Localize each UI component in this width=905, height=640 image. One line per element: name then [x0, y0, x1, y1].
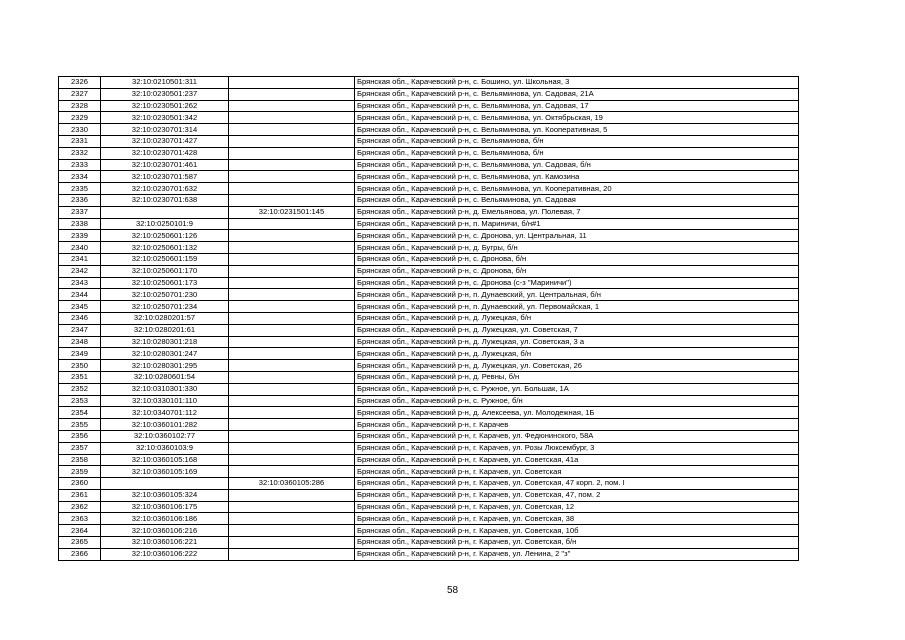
table-row: [59, 312, 799, 324]
row-number-cell: 2366: [59, 548, 101, 560]
table-row: [59, 277, 799, 289]
row-number-cell: 2326: [59, 77, 101, 89]
table-row: [59, 324, 799, 336]
row-number-cell: 2348: [59, 336, 101, 348]
row-number-cell: 2364: [59, 525, 101, 537]
row-number-cell: 2360: [59, 478, 101, 490]
row-number-cell: 2333: [59, 159, 101, 171]
cadastral-number-cell: 32:10:0360106:186: [101, 513, 229, 525]
table-row: [59, 301, 799, 313]
row-number-cell: 2345: [59, 301, 101, 313]
address-cell: Брянская обл., Карачевский р-н, д. Лужецкая, ул. Советская, 7: [355, 324, 799, 336]
table-row: [59, 135, 799, 147]
cadastral-number-cell: 32:10:0280301:247: [101, 348, 229, 360]
table-row: [59, 336, 799, 348]
table-row: [59, 525, 799, 537]
address-cell: Брянская обл., Карачевский р-н, г. Карачев, ул. Ленина, 2 "з": [355, 548, 799, 560]
related-cadastral-number-cell: [229, 135, 355, 147]
row-number-cell: 2330: [59, 124, 101, 136]
row-number-cell: 2342: [59, 265, 101, 277]
address-cell: Брянская обл., Карачевский р-н, г. Карачев, ул. Советская, 12: [355, 501, 799, 513]
row-number-cell: 2356: [59, 430, 101, 442]
row-number-cell: 2357: [59, 442, 101, 454]
table-row: [59, 77, 799, 89]
cadastral-number-cell: 32:10:0250601:132: [101, 242, 229, 254]
cadastral-number-cell: 32:10:0310301:330: [101, 383, 229, 395]
address-cell: Брянская обл., Карачевский р-н, д. Лужецкая, ул. Советская, 3 а: [355, 336, 799, 348]
related-cadastral-number-cell: [229, 360, 355, 372]
address-cell: Брянская обл., Карачевский р-н, г. Карачев, ул. Федюнинского, 58А: [355, 430, 799, 442]
related-cadastral-number-cell: 32:10:0360105:286: [229, 478, 355, 490]
address-cell: Брянская обл., Карачевский р-н, с. Ружное, б/н: [355, 395, 799, 407]
table-row: [59, 88, 799, 100]
address-cell: Брянская обл., Карачевский р-н, с. Вельяминова, ул. Октябрьская, 19: [355, 112, 799, 124]
address-cell: Брянская обл., Карачевский р-н, с. Вельяминова, ул. Садовая, 17: [355, 100, 799, 112]
row-number-cell: 2347: [59, 324, 101, 336]
row-number-cell: 2349: [59, 348, 101, 360]
table-row: [59, 183, 799, 195]
related-cadastral-number-cell: [229, 77, 355, 89]
address-cell: Брянская обл., Карачевский р-н, с. Вельяминова, ул. Садовая: [355, 194, 799, 206]
table-row: [59, 478, 799, 490]
related-cadastral-number-cell: [229, 419, 355, 431]
table-row: [59, 501, 799, 513]
row-number-cell: 2343: [59, 277, 101, 289]
row-number-cell: 2352: [59, 383, 101, 395]
address-cell: Брянская обл., Карачевский р-н, с. Вельяминова, ул. Садовая, 21А: [355, 88, 799, 100]
table-row: [59, 159, 799, 171]
table-row: [59, 537, 799, 549]
cadastral-number-cell: 32:10:0280201:57: [101, 312, 229, 324]
related-cadastral-number-cell: [229, 395, 355, 407]
cadastral-number-cell: 32:10:0250601:173: [101, 277, 229, 289]
row-number-cell: 2328: [59, 100, 101, 112]
related-cadastral-number-cell: [229, 194, 355, 206]
table-row: [59, 206, 799, 218]
row-number-cell: 2355: [59, 419, 101, 431]
cadastral-number-cell: 32:10:0230701:314: [101, 124, 229, 136]
address-cell: Брянская обл., Карачевский р-н, г. Карачев, ул. Советская, 47, пом. 2: [355, 489, 799, 501]
row-number-cell: 2361: [59, 489, 101, 501]
table-row: [59, 383, 799, 395]
cadastral-number-cell: 32:10:0360105:168: [101, 454, 229, 466]
cadastral-number-cell: 32:10:0280201:61: [101, 324, 229, 336]
row-number-cell: 2338: [59, 218, 101, 230]
cadastral-number-cell: 32:10:0230701:638: [101, 194, 229, 206]
cadastral-number-cell: 32:10:0250601:159: [101, 253, 229, 265]
row-number-cell: 2340: [59, 242, 101, 254]
cadastral-number-cell: 32:10:0360106:222: [101, 548, 229, 560]
cadastral-number-cell: 32:10:0230701:632: [101, 183, 229, 195]
related-cadastral-number-cell: [229, 454, 355, 466]
cadastral-number-cell: 32:10:0230701:461: [101, 159, 229, 171]
row-number-cell: 2336: [59, 194, 101, 206]
cadastral-number-cell: 32:10:0210501:311: [101, 77, 229, 89]
address-cell: Брянская обл., Карачевский р-н, с. Бошино, ул. Школьная, 3: [355, 77, 799, 89]
cadastral-number-cell: 32:10:0360106:221: [101, 537, 229, 549]
row-number-cell: 2334: [59, 171, 101, 183]
address-cell: Брянская обл., Карачевский р-н, с. Вельяминова, б/н: [355, 135, 799, 147]
address-cell: Брянская обл., Карачевский р-н, д. Алексеева, ул. Молодежная, 1Б: [355, 407, 799, 419]
cadastral-number-cell: 32:10:0230701:587: [101, 171, 229, 183]
cadastral-number-cell: 32:10:0330101:110: [101, 395, 229, 407]
related-cadastral-number-cell: [229, 312, 355, 324]
page-number: 58: [446, 585, 459, 596]
related-cadastral-number-cell: [229, 253, 355, 265]
address-cell: Брянская обл., Карачевский р-н, д. Лужецкая, ул. Советская, 26: [355, 360, 799, 372]
row-number-cell: 2365: [59, 537, 101, 549]
address-cell: Брянская обл., Карачевский р-н, г. Карачев, ул. Советская, 10б: [355, 525, 799, 537]
address-cell: Брянская обл., Карачевский р-н, п. Мариничи, б/н#1: [355, 218, 799, 230]
related-cadastral-number-cell: [229, 218, 355, 230]
registry-table-body: [59, 77, 799, 561]
cadastral-number-cell: 32:10:0230501:262: [101, 100, 229, 112]
row-number-cell: 2359: [59, 466, 101, 478]
related-cadastral-number-cell: [229, 430, 355, 442]
row-number-cell: 2332: [59, 147, 101, 159]
related-cadastral-number-cell: [229, 501, 355, 513]
address-cell: Брянская обл., Карачевский р-н, с. Вельяминова, ул. Кооперативная, 5: [355, 124, 799, 136]
table-row: [59, 100, 799, 112]
related-cadastral-number-cell: [229, 265, 355, 277]
related-cadastral-number-cell: [229, 301, 355, 313]
table-row: [59, 454, 799, 466]
address-cell: Брянская обл., Карачевский р-н, г. Карачев, ул. Советская, 38: [355, 513, 799, 525]
cadastral-number-cell: 32:10:0360103:9: [101, 442, 229, 454]
cadastral-number-cell: 32:10:0250101:9: [101, 218, 229, 230]
cadastral-number-cell: [101, 478, 229, 490]
row-number-cell: 2353: [59, 395, 101, 407]
cadastral-number-cell: 32:10:0250701:230: [101, 289, 229, 301]
cadastral-number-cell: 32:10:0360101:282: [101, 419, 229, 431]
cadastral-number-cell: 32:10:0360106:216: [101, 525, 229, 537]
address-cell: Брянская обл., Карачевский р-н, с. Вельяминова, ул. Камозина: [355, 171, 799, 183]
table-row: [59, 419, 799, 431]
cadastral-number-cell: 32:10:0360102:77: [101, 430, 229, 442]
cadastral-number-cell: 32:10:0230701:427: [101, 135, 229, 147]
address-cell: Брянская обл., Карачевский р-н, с. Вельяминова, ул. Кооперативная, 20: [355, 183, 799, 195]
row-number-cell: 2331: [59, 135, 101, 147]
table-row: [59, 171, 799, 183]
related-cadastral-number-cell: [229, 289, 355, 301]
address-cell: Брянская обл., Карачевский р-н, д. Лужецкая, б/н: [355, 348, 799, 360]
address-cell: Брянская обл., Карачевский р-н, с. Дронова (с-з "Мариничи"): [355, 277, 799, 289]
related-cadastral-number-cell: [229, 112, 355, 124]
row-number-cell: 2335: [59, 183, 101, 195]
row-number-cell: 2327: [59, 88, 101, 100]
address-cell: Брянская обл., Карачевский р-н, г. Карачев, ул. Советская, 47 корп. 2, пом. I: [355, 478, 799, 490]
table-row: [59, 289, 799, 301]
cadastral-number-cell: 32:10:0360105:169: [101, 466, 229, 478]
related-cadastral-number-cell: [229, 525, 355, 537]
cadastral-number-cell: 32:10:0250601:126: [101, 230, 229, 242]
address-cell: Брянская обл., Карачевский р-н, д. Ревны, б/н: [355, 371, 799, 383]
related-cadastral-number-cell: [229, 88, 355, 100]
table-row: [59, 430, 799, 442]
table-row: [59, 265, 799, 277]
address-cell: Брянская обл., Карачевский р-н, д. Бугры, б/н: [355, 242, 799, 254]
related-cadastral-number-cell: [229, 324, 355, 336]
row-number-cell: 2351: [59, 371, 101, 383]
address-cell: Брянская обл., Карачевский р-н, п. Дунаевский, ул. Первомайская, 1: [355, 301, 799, 313]
related-cadastral-number-cell: [229, 407, 355, 419]
row-number-cell: 2363: [59, 513, 101, 525]
related-cadastral-number-cell: [229, 277, 355, 289]
address-cell: Брянская обл., Карачевский р-н, г. Карачев, ул. Розы Люксембург, 3: [355, 442, 799, 454]
cadastral-number-cell: 32:10:0280301:295: [101, 360, 229, 372]
related-cadastral-number-cell: [229, 171, 355, 183]
address-cell: Брянская обл., Карачевский р-н, с. Ружное, ул. Большак, 1А: [355, 383, 799, 395]
cadastral-number-cell: 32:10:0230501:342: [101, 112, 229, 124]
table-row: [59, 489, 799, 501]
address-cell: Брянская обл., Карачевский р-н, г. Карачев, ул. Советская, б/н: [355, 537, 799, 549]
address-cell: Брянская обл., Карачевский р-н, с. Вельяминова, ул. Садовая, б/н: [355, 159, 799, 171]
related-cadastral-number-cell: [229, 489, 355, 501]
related-cadastral-number-cell: [229, 548, 355, 560]
related-cadastral-number-cell: [229, 383, 355, 395]
table-row: [59, 348, 799, 360]
table-row: [59, 218, 799, 230]
table-row: [59, 548, 799, 560]
related-cadastral-number-cell: [229, 124, 355, 136]
table-row: [59, 112, 799, 124]
table-row: [59, 466, 799, 478]
address-cell: Брянская обл., Карачевский р-н, с. Дронова, б/н: [355, 253, 799, 265]
cadastral-number-cell: 32:10:0280601:54: [101, 371, 229, 383]
table-row: [59, 242, 799, 254]
table-row: [59, 360, 799, 372]
related-cadastral-number-cell: [229, 537, 355, 549]
cadastral-number-cell: 32:10:0230701:428: [101, 147, 229, 159]
row-number-cell: 2350: [59, 360, 101, 372]
row-number-cell: 2329: [59, 112, 101, 124]
cadastral-number-cell: 32:10:0280301:218: [101, 336, 229, 348]
row-number-cell: 2346: [59, 312, 101, 324]
related-cadastral-number-cell: [229, 159, 355, 171]
address-cell: Брянская обл., Карачевский р-н, д. Емельянова, ул. Полевая, 7: [355, 206, 799, 218]
address-cell: Брянская обл., Карачевский р-н, с. Вельяминова, б/н: [355, 147, 799, 159]
row-number-cell: 2339: [59, 230, 101, 242]
cadastral-number-cell: 32:10:0360105:324: [101, 489, 229, 501]
table-row: [59, 407, 799, 419]
row-number-cell: 2362: [59, 501, 101, 513]
related-cadastral-number-cell: 32:10:0231501:145: [229, 206, 355, 218]
table-row: [59, 194, 799, 206]
table-row: [59, 371, 799, 383]
address-cell: Брянская обл., Карачевский р-н, г. Карачев, ул. Советская, 41а: [355, 454, 799, 466]
table-row: [59, 253, 799, 265]
table-row: [59, 395, 799, 407]
related-cadastral-number-cell: [229, 513, 355, 525]
cadastral-number-cell: 32:10:0250601:170: [101, 265, 229, 277]
address-cell: Брянская обл., Карачевский р-н, п. Дунаевский, ул. Центральная, б/н: [355, 289, 799, 301]
row-number-cell: 2344: [59, 289, 101, 301]
row-number-cell: 2358: [59, 454, 101, 466]
address-cell: Брянская обл., Карачевский р-н, д. Лужецкая, б/н: [355, 312, 799, 324]
row-number-cell: 2354: [59, 407, 101, 419]
cadastral-number-cell: 32:10:0360106:175: [101, 501, 229, 513]
address-cell: Брянская обл., Карачевский р-н, с. Дронова, б/н: [355, 265, 799, 277]
related-cadastral-number-cell: [229, 371, 355, 383]
row-number-cell: 2341: [59, 253, 101, 265]
related-cadastral-number-cell: [229, 336, 355, 348]
table-row: [59, 124, 799, 136]
related-cadastral-number-cell: [229, 147, 355, 159]
cadastral-number-cell: 32:10:0340701:112: [101, 407, 229, 419]
registry-table: [58, 76, 799, 561]
address-cell: Брянская обл., Карачевский р-н, с. Дронова, ул. Центральная, 11: [355, 230, 799, 242]
table-row: [59, 513, 799, 525]
related-cadastral-number-cell: [229, 230, 355, 242]
table-row: [59, 147, 799, 159]
cadastral-number-cell: [101, 206, 229, 218]
cadastral-number-cell: 32:10:0250701:234: [101, 301, 229, 313]
related-cadastral-number-cell: [229, 466, 355, 478]
related-cadastral-number-cell: [229, 442, 355, 454]
cadastral-number-cell: 32:10:0230501:237: [101, 88, 229, 100]
related-cadastral-number-cell: [229, 348, 355, 360]
related-cadastral-number-cell: [229, 183, 355, 195]
row-number-cell: 2337: [59, 206, 101, 218]
related-cadastral-number-cell: [229, 100, 355, 112]
table-row: [59, 442, 799, 454]
table-row: [59, 230, 799, 242]
related-cadastral-number-cell: [229, 242, 355, 254]
address-cell: Брянская обл., Карачевский р-н, г. Карачев: [355, 419, 799, 431]
address-cell: Брянская обл., Карачевский р-н, г. Карачев, ул. Советская: [355, 466, 799, 478]
